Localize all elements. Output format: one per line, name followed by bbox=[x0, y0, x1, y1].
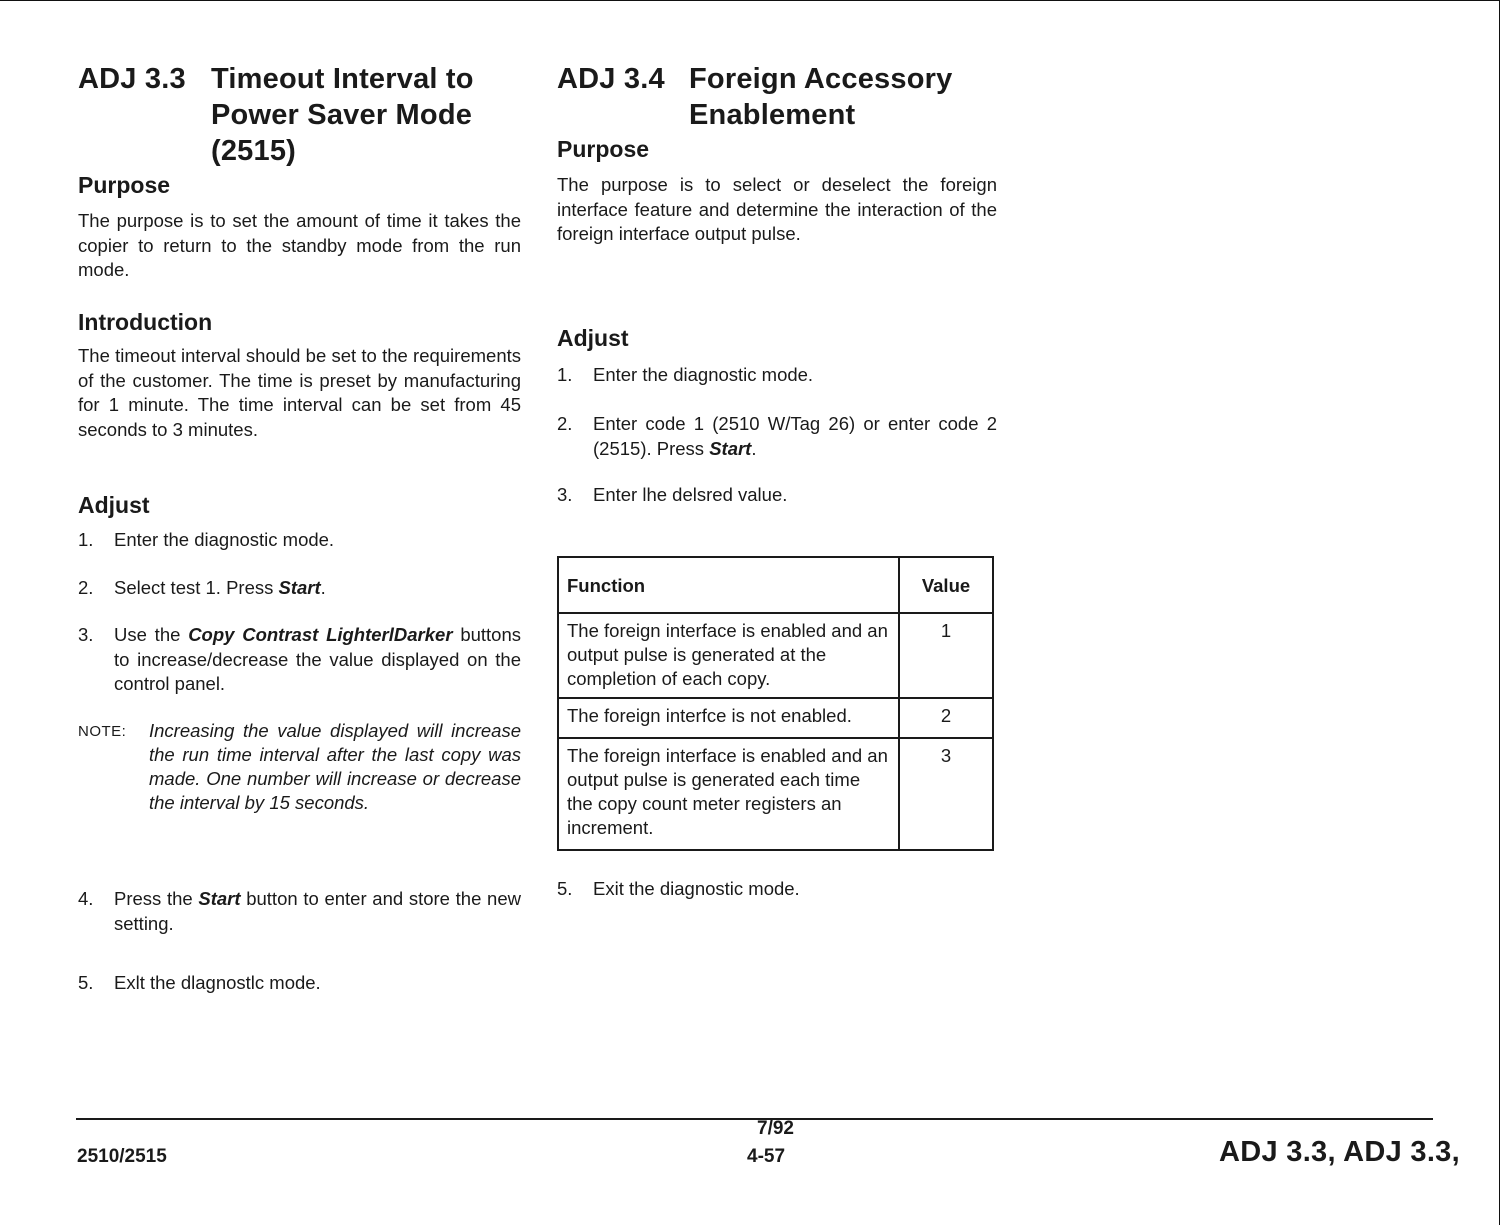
adjust-heading: Adjust bbox=[78, 492, 150, 518]
value-cell: 1 bbox=[899, 613, 993, 698]
step-text bbox=[114, 887, 521, 936]
step-number: 5. bbox=[557, 878, 573, 899]
step-text bbox=[114, 623, 521, 697]
step-text: Exit the diagnostic mode. bbox=[593, 878, 800, 899]
step-text-part: buttons to increase/decrease the value displayed on the control panel. bbox=[114, 624, 521, 694]
footer-rule bbox=[76, 1118, 1433, 1120]
step-text-part: Enter code 1 (2510 W/Tag 26) or enter code 2 (2515). Press bbox=[593, 413, 997, 459]
purpose-heading: Purpose bbox=[78, 172, 171, 198]
footer-section-reference: ADJ 3.3, ADJ 3.3, bbox=[1219, 1136, 1460, 1168]
section-number: ADJ 3.4 bbox=[557, 63, 665, 95]
step-text-part: button to enter and store the new setting. bbox=[114, 888, 521, 934]
adjust-step bbox=[78, 971, 521, 996]
introduction-heading: Introduction bbox=[78, 309, 213, 335]
step-number: 3. bbox=[78, 624, 94, 645]
adjust-step bbox=[78, 528, 521, 553]
step-text: Enter the diagnostic mode. bbox=[593, 364, 814, 385]
step-text-part: . bbox=[751, 437, 757, 459]
adjust-step bbox=[557, 412, 997, 461]
step-text-part: Select test 1. Press bbox=[114, 577, 279, 598]
step-text bbox=[593, 412, 997, 461]
step-text: Exlt the dlagnostlc mode. bbox=[114, 972, 321, 993]
function-cell: The foreign interfce is not enabled. bbox=[558, 698, 899, 738]
purpose-text: The purpose is to select or deselect the foreign interface feature and determine the interaction of the foreign interface output pulse. bbox=[557, 174, 997, 244]
section-title: Timeout Interval to Power Saver Mode (2515) bbox=[211, 63, 474, 167]
step-text-part: . bbox=[320, 577, 326, 598]
adjust-step bbox=[78, 623, 521, 697]
step-emphasis: Start bbox=[709, 437, 752, 459]
section-title: Foreign Accessory Enablement bbox=[689, 63, 953, 131]
step-number: 1. bbox=[557, 364, 573, 385]
step-text bbox=[114, 576, 521, 601]
adjust-heading: Adjust bbox=[557, 325, 629, 351]
step-emphasis: Start bbox=[198, 888, 241, 909]
step-number: 1. bbox=[78, 529, 94, 550]
footer-date: 7/92 bbox=[757, 1118, 794, 1139]
table-row bbox=[558, 613, 993, 698]
adjust-step bbox=[557, 363, 997, 388]
step-number: 2. bbox=[78, 577, 94, 598]
function-cell: The foreign interface is enabled and an output pulse is generated at the completion of each copy. bbox=[558, 613, 899, 698]
value-cell: 2 bbox=[899, 698, 993, 738]
step-number: 4. bbox=[78, 888, 94, 909]
value-column-header: Value bbox=[899, 557, 993, 613]
value-cell: 3 bbox=[899, 738, 993, 850]
step-text: Enter lhe delsred value. bbox=[593, 484, 788, 505]
function-cell: The foreign interface is enabled and an output pulse is generated each time the copy count meter registers an increment. bbox=[558, 738, 899, 850]
footer-model: 2510/2515 bbox=[77, 1146, 167, 1167]
function-column-header: Function bbox=[558, 557, 899, 613]
step-number: 5. bbox=[78, 972, 94, 993]
step-number: 3. bbox=[557, 484, 573, 505]
purpose-heading: Purpose bbox=[557, 136, 650, 162]
step-text-part: Press the bbox=[114, 888, 199, 909]
note bbox=[78, 719, 521, 815]
adjust-step bbox=[557, 877, 997, 902]
footer-page-number: 4-57 bbox=[747, 1146, 786, 1167]
function-value-table bbox=[557, 556, 994, 851]
section-heading-adj-3-3 bbox=[78, 61, 511, 169]
purpose-text: The purpose is to set the amount of time it takes the copier to return to the standby mode from the run mode. bbox=[78, 210, 521, 280]
adjust-step bbox=[78, 576, 521, 601]
adjust-step bbox=[78, 887, 521, 936]
note-text: Increasing the value displayed will increase the run time interval after the last copy was made. One number will increase or decrease the interval by 15 seconds. bbox=[149, 720, 521, 813]
introduction-text: The timeout interval should be set to the requirements of the customer. The time is preset by manufacturing for 1 minute. The time interval can be set from 45 seconds to 3 minutes. bbox=[78, 345, 521, 440]
table-header-row bbox=[558, 557, 993, 613]
step-emphasis: Copy Contrast LighterlDarker bbox=[188, 624, 453, 645]
section-number: ADJ 3.3 bbox=[78, 63, 186, 95]
step-text-part: Use the bbox=[114, 624, 189, 645]
step-text: Enter the diagnostic mode. bbox=[114, 529, 335, 550]
note-label: NOTE: bbox=[78, 723, 127, 740]
section-heading-adj-3-4 bbox=[557, 61, 989, 133]
step-number: 2. bbox=[557, 413, 573, 434]
step-emphasis: Start bbox=[278, 577, 321, 598]
adjust-step bbox=[557, 483, 997, 508]
table-row bbox=[558, 698, 993, 738]
table-row bbox=[558, 738, 993, 850]
